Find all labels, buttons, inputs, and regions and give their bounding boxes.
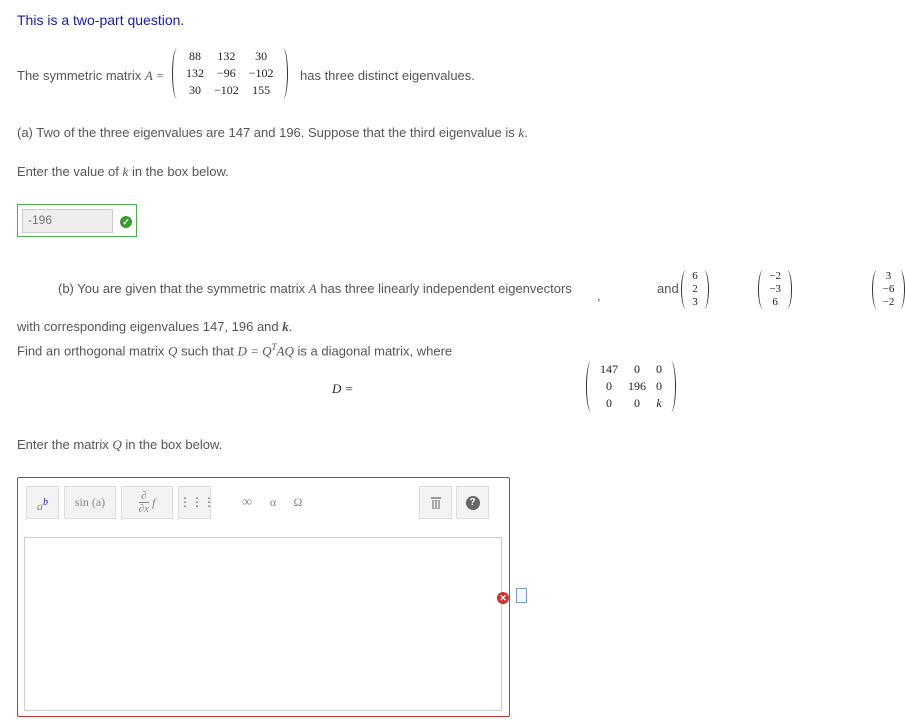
matrix-d: 147 0 0 0 196 0 0 0 k — [586, 361, 676, 412]
equals-sign: = — [156, 68, 164, 83]
cross-icon: ✕ — [497, 592, 509, 604]
part-b-instruction: Enter the matrix Q in the box below. — [17, 437, 223, 452]
comma-separator: , — [597, 288, 601, 303]
document-icon[interactable] — [516, 588, 527, 603]
part-a-answer-container — [17, 204, 137, 237]
eigenvector-2: −2 −3 6 — [758, 270, 792, 309]
question-title: This is a two-part question. — [17, 12, 185, 28]
part-b-line3: Find an orthogonal matrix Q such that $D = Q^TAQ$ is a diagonal matrix, where — [17, 342, 453, 359]
alpha-button[interactable]: α — [262, 486, 284, 519]
matrix-editor — [17, 477, 510, 717]
matrix-after-text: has three distinct eigenvalues. — [300, 68, 475, 83]
eigenvector-1: 6 2 3 — [681, 270, 709, 309]
part-a-text: (a) Two of the three eigenvalues are 147 and 196. Suppose that the third eigenvalue is k. — [17, 125, 528, 140]
matrix-icon[interactable]: ⋮⋮⋮ — [178, 486, 211, 519]
omega-button[interactable]: Ω — [287, 486, 309, 519]
part-b-line2: with corresponding eigenvalues 147, 196 and k. — [17, 319, 293, 334]
infinity-button[interactable]: ∞ — [236, 486, 258, 519]
matrix-a: 88 132 30 132 −96 −102 30 −102 155 — [172, 48, 288, 99]
power-button[interactable]: $a^b$ — [26, 486, 59, 519]
check-icon: ✓ — [120, 216, 132, 228]
d-label: D = — [332, 381, 354, 396]
matrix-intro-label: The symmetric matrix — [17, 68, 142, 83]
eigenvector-3: 3 −6 −2 — [872, 270, 905, 309]
derivative-button[interactable]: ∂ ∂x f — [121, 486, 173, 519]
help-icon[interactable]: ? — [456, 486, 489, 519]
matrix-input-area[interactable] — [24, 537, 502, 711]
and-text: and — [657, 281, 679, 296]
sin-button[interactable]: sin (a) — [64, 486, 116, 519]
trash-icon[interactable] — [419, 486, 452, 519]
matrix-var: A — [144, 68, 153, 83]
part-b-text: (b) You are given that the symmetric matrix A has three linearly independent eigenvectors — [58, 281, 572, 296]
part-a-instruction: Enter the value of k in the box below. — [17, 164, 229, 179]
matrix-intro-text — [17, 68, 164, 84]
part-a-answer-input[interactable]: -196 — [22, 209, 113, 233]
